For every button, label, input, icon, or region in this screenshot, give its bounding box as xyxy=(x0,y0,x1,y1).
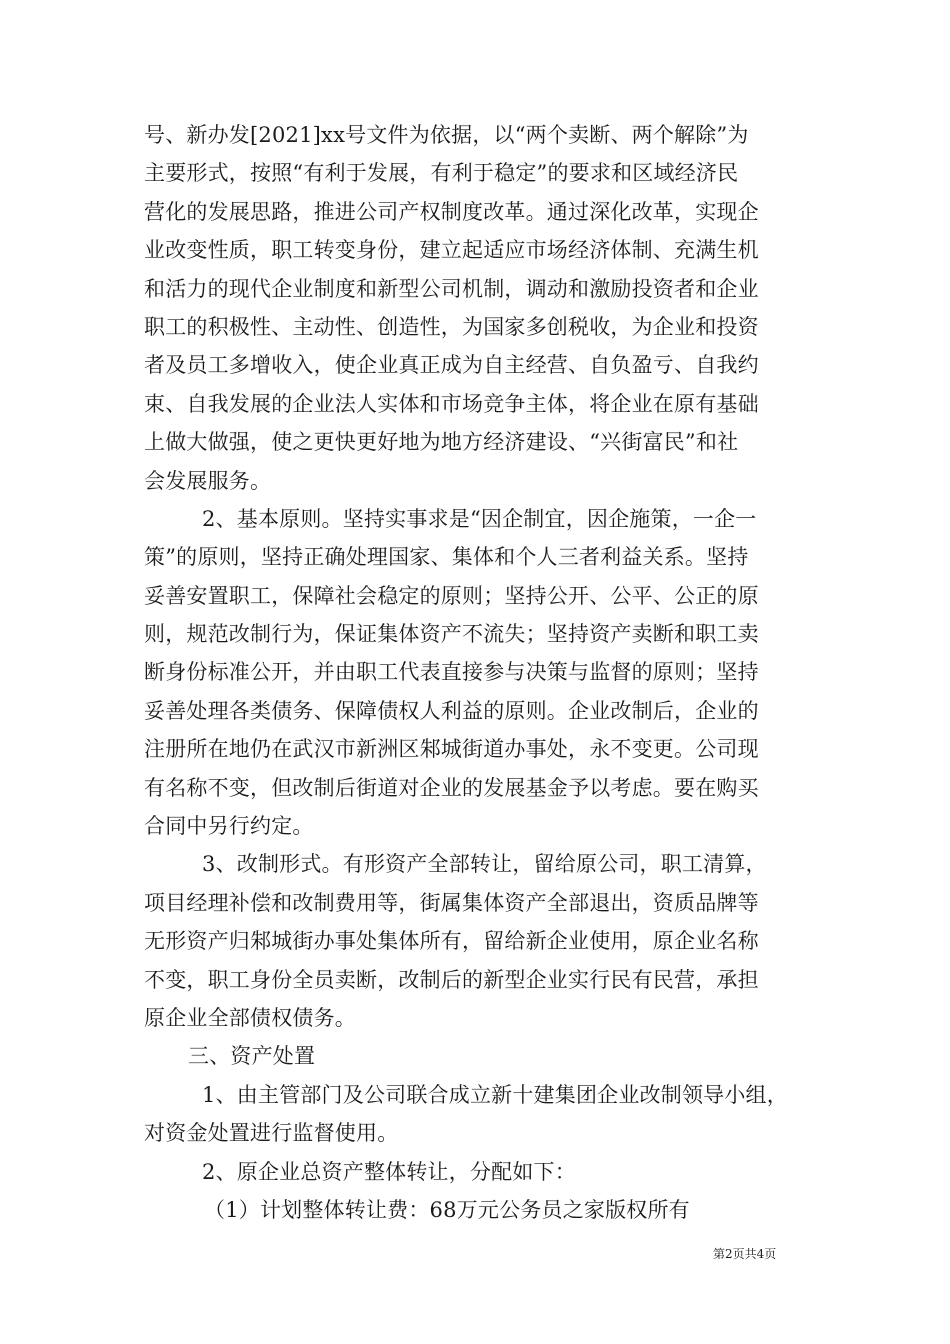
text-line: 注册所在地仍在武汉市新洲区邾城街道办事处，永不变更。公司现 xyxy=(144,737,759,762)
text-line: 项目经理补偿和改制费用等，街属集体资产全部退出，资质品牌等 xyxy=(144,890,759,915)
text-line: 营化的发展思路，推进公司产权制度改革。通过深化改革，实现企 xyxy=(144,199,759,224)
text-line: 2、基本原则。坚持实事求是“因企制宜，因企施策，一企一 xyxy=(202,506,757,531)
section-heading: 三、资产处置 xyxy=(188,1044,316,1069)
text-line: 原企业全部债权债务。 xyxy=(144,1005,356,1030)
text-line: 1、由主管部门及公司联合成立新十建集团企业改制领导小组， xyxy=(202,1082,788,1107)
text-line: 和活力的现代企业制度和新型公司机制，调动和激励投资者和企业 xyxy=(144,276,759,301)
text-line: 则，规范改制行为，保证集体资产不流失；坚持资产卖断和职工卖 xyxy=(144,622,759,647)
text-line: 断身份标准公开，并由职工代表直接参与决策与监督的原则；坚持 xyxy=(144,660,759,685)
text-line: 对资金处置进行监督使用。 xyxy=(144,1121,399,1146)
text-line: 有名称不变，但改制后街道对企业的发展基金予以考虑。要在购买 xyxy=(144,775,759,800)
text-line: 主要形式，按照“有利于发展，有利于稳定”的要求和区域经济民 xyxy=(144,161,739,186)
text-line: 3、改制形式。有形资产全部转让，留给原公司，职工清算， xyxy=(202,852,767,877)
text-line: 合同中另行约定。 xyxy=(144,814,314,839)
text-line: 会发展服务。 xyxy=(144,468,272,493)
text-line: 号、新办发[2021]xx号文件为依据，以“两个卖断、两个解除”为 xyxy=(144,123,749,147)
text-line: 职工的积极性、主动性、创造性，为国家多创税收，为企业和投资 xyxy=(144,314,759,339)
text-line: 妥善处理各类债务、保障债权人利益的原则。企业改制后，企业的 xyxy=(144,698,759,723)
page-number-footer: 第2页共4页 xyxy=(713,1247,777,1261)
text-line: 不变，职工身份全员卖断，改制后的新型企业实行民有民营，承担 xyxy=(144,967,759,992)
body-text xyxy=(144,116,814,1229)
text-line: 策”的原则，坚持正确处理国家、集体和个人三者利益关系。坚持 xyxy=(144,545,749,570)
text-line: 者及员工多增收入，使企业真正成为自主经营、自负盈亏、自我约 xyxy=(144,353,759,378)
text-line: 上做大做强，使之更快更好地为地方经济建设、“兴街富民”和社 xyxy=(144,430,739,455)
text-line: 无形资产归邾城街办事处集体所有，留给新企业使用，原企业名称 xyxy=(144,929,759,954)
text-line: （1）计划整体转让费：68万元公务员之家版权所有 xyxy=(204,1197,690,1222)
text-line: 妥善安置职工，保障社会稳定的原则；坚持公开、公平、公正的原 xyxy=(144,583,759,608)
text-line: 业改变性质，职工转变身份，建立起适应市场经济体制、充满生机 xyxy=(144,238,759,263)
text-line: 束、自我发展的企业法人实体和市场竞争主体，将企业在原有基础 xyxy=(144,391,759,416)
text-line: 2、原企业总资产整体转让，分配如下： xyxy=(202,1159,576,1184)
